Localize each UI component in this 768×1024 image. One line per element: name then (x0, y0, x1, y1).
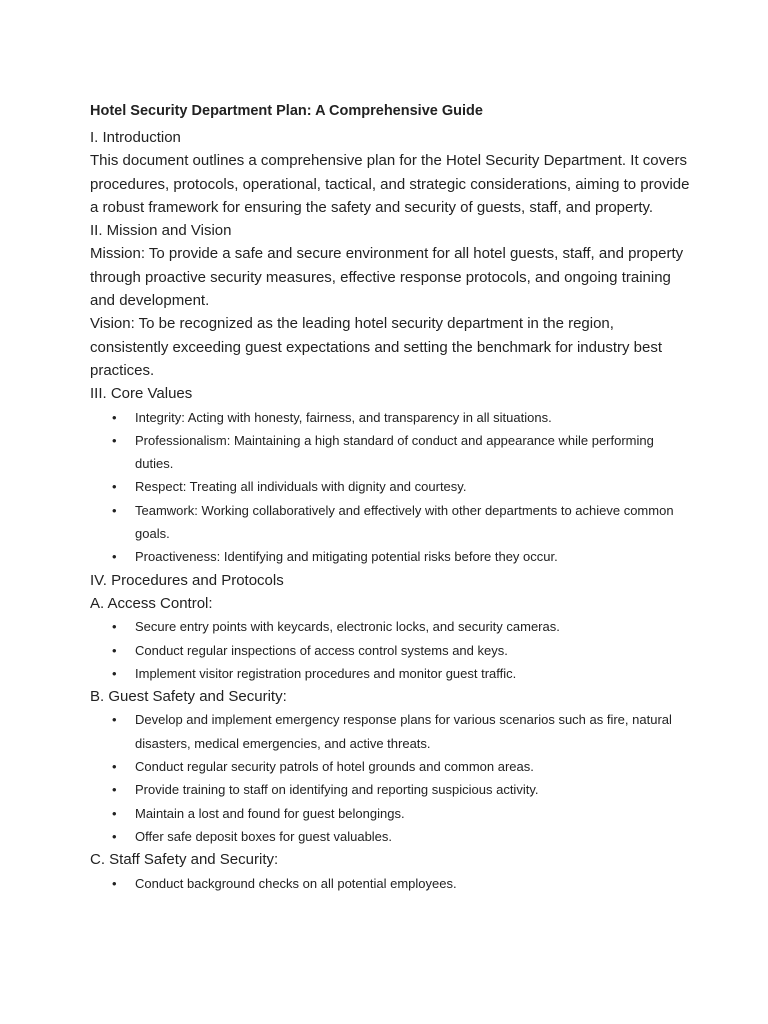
document-title: Hotel Security Department Plan: A Comprehensive Guide (90, 103, 483, 119)
section-heading: B. Guest Safety and Security: (90, 688, 287, 706)
list-item-text: Conduct regular security patrols of hotel grounds and common areas. (135, 759, 534, 775)
bullet-icon: • (112, 479, 117, 495)
bullet-icon: • (112, 642, 117, 658)
list-item (90, 615, 690, 638)
list-item (90, 639, 690, 662)
list-item-text: Conduct background checks on all potential employees. (135, 875, 457, 891)
list-item-text: Respect: Treating all individuals with dignity and courtesy. (135, 479, 467, 495)
list-item (90, 755, 690, 778)
bullet-icon: • (112, 875, 117, 891)
list-item (90, 429, 690, 476)
bullet-list (90, 872, 690, 895)
bullet-icon: • (112, 549, 117, 565)
bullet-icon: • (112, 502, 117, 518)
section-heading: III. Core Values (90, 385, 193, 403)
bullet-icon: • (112, 782, 117, 798)
list-item-text: Provide training to staff on identifying and reporting suspicious activity. (135, 782, 539, 798)
document-body (90, 126, 690, 895)
list-item (90, 662, 690, 685)
bullet-icon: • (112, 409, 117, 425)
list-item (90, 708, 690, 755)
bullet-icon: • (112, 805, 117, 821)
bullet-icon: • (112, 712, 117, 728)
paragraph: Vision: To be recognized as the leading hotel security department in the region, consistently exceeding guest expectations and setting the benchmark for industry best practices. (90, 315, 662, 379)
bullet-list (90, 708, 690, 848)
list-item-text: Integrity: Acting with honesty, fairness, and transparency in all situations. (135, 409, 552, 425)
list-item-text: Implement visitor registration procedures and monitor guest traffic. (135, 665, 517, 681)
bullet-icon: • (112, 759, 117, 775)
list-item-text: Develop and implement emergency response plans for various scenarios such as fire, natural disasters, medical emergencies, and active threats. (135, 712, 672, 751)
list-item (90, 475, 690, 498)
bullet-icon: • (112, 619, 117, 635)
section-heading: A. Access Control: (90, 594, 213, 612)
bullet-list (90, 615, 690, 685)
list-item (90, 872, 690, 895)
section-heading: C. Staff Safety and Security: (90, 851, 279, 869)
section-heading: II. Mission and Vision (90, 222, 232, 240)
list-item-text: Professionalism: Maintaining a high standard of conduct and appearance while performing duties. (135, 432, 654, 472)
list-item-text: Offer safe deposit boxes for guest valuables. (135, 828, 393, 844)
bullet-icon: • (112, 432, 117, 448)
list-item (90, 545, 690, 568)
document-page (90, 100, 690, 895)
list-item (90, 802, 690, 825)
list-item-text: Maintain a lost and found for guest belongings. (135, 805, 405, 821)
list-item (90, 499, 690, 546)
section-heading: I. Introduction (90, 129, 181, 146)
section-heading: IV. Procedures and Protocols (90, 571, 284, 589)
bullet-icon: • (112, 828, 117, 844)
list-item (90, 778, 690, 801)
list-item-text: Secure entry points with keycards, electronic locks, and security cameras. (135, 619, 560, 635)
paragraph: This document outlines a comprehensive plan for the Hotel Security Department. It covers procedures, protocols, operational, tactical, and strategic considerations, aiming to provide a robust framework for ensuring the safety and security of guests, staff, and property. (90, 152, 690, 216)
list-item (90, 825, 690, 848)
list-item (90, 406, 690, 429)
bullet-list (90, 406, 690, 569)
list-item-text: Teamwork: Working collaboratively and effectively with other departments to achieve common goals. (135, 502, 674, 542)
bullet-icon: • (112, 665, 117, 681)
list-item-text: Proactiveness: Identifying and mitigating potential risks before they occur. (135, 549, 558, 565)
list-item-text: Conduct regular inspections of access control systems and keys. (135, 642, 508, 658)
paragraph: Mission: To provide a safe and secure environment for all hotel guests, staff, and property through proactive security measures, effective response protocols, and ongoing training and development. (90, 245, 684, 310)
